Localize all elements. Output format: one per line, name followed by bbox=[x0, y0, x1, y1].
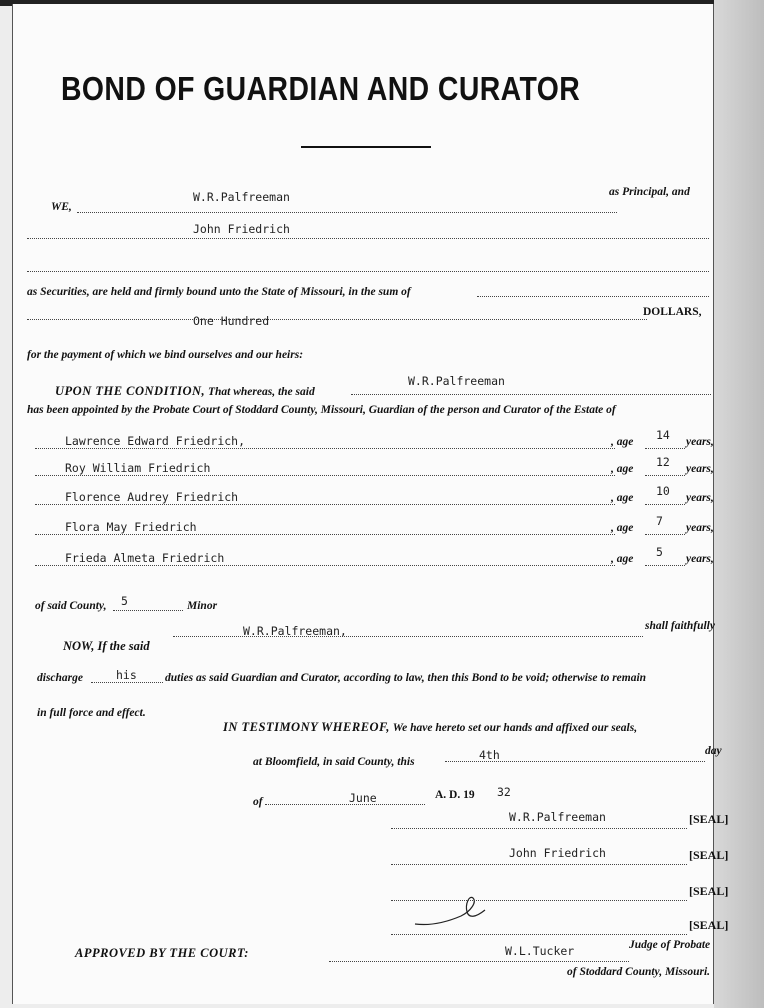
now-said-name: W.R.Palfreeman, bbox=[243, 624, 347, 638]
minor-name: Lawrence Edward Friedrich, bbox=[65, 434, 246, 448]
day-label: day bbox=[705, 745, 722, 757]
sum-amount: One Hundred bbox=[193, 314, 270, 328]
minor-name-line bbox=[35, 448, 615, 449]
approved-label: APPROVED BY THE COURT: bbox=[75, 946, 249, 960]
minor-age: 5 bbox=[656, 545, 663, 559]
discharge-label: discharge bbox=[37, 672, 83, 684]
as-principal-label: as Principal, and bbox=[609, 186, 690, 198]
testimony-caps: IN TESTIMONY WHEREOF, bbox=[223, 720, 390, 734]
years-label: years, bbox=[686, 553, 714, 565]
of-label: of bbox=[253, 796, 263, 808]
security-line-2 bbox=[27, 271, 709, 272]
appointed-label: has been appointed by the Probate Court of Stoddard County, Missouri, Guardian of the person and Curator of the Estate of bbox=[27, 404, 616, 416]
ad-label: A. D. 19 bbox=[435, 789, 475, 801]
minor-count-line bbox=[113, 610, 183, 611]
pronoun: his bbox=[116, 668, 137, 682]
of-said-county-label: of said County, bbox=[35, 600, 107, 612]
age-label: , age bbox=[611, 553, 634, 565]
upon-line bbox=[55, 384, 315, 399]
as-securities-label: as Securities, are held and firmly bound unto the State of Missouri, in the sum of bbox=[27, 286, 411, 298]
duties-label: duties as said Guardian and Curator, according to law, then this Bond to be void; otherwise to remain bbox=[165, 672, 647, 684]
years-label: years, bbox=[686, 522, 714, 534]
judge-label: Judge of Probate bbox=[629, 939, 711, 951]
years-label: years, bbox=[686, 436, 714, 448]
minor-name: Florence Audrey Friedrich bbox=[65, 490, 239, 504]
of-stoddard-label: of Stoddard County, Missouri. bbox=[567, 966, 711, 978]
years-label: years, bbox=[686, 492, 714, 504]
seal-label: [SEAL] bbox=[689, 918, 729, 932]
dollars-label: DOLLARS, bbox=[643, 306, 702, 318]
now-if-label: NOW, If the said bbox=[63, 639, 150, 653]
seal-label: [SEAL] bbox=[689, 848, 729, 862]
year-value: 32 bbox=[497, 785, 511, 799]
age-line bbox=[645, 534, 685, 535]
signature-line bbox=[391, 900, 687, 901]
title-rule bbox=[301, 146, 431, 148]
that-whereas-label: That whereas, the said bbox=[208, 386, 315, 398]
month-value: June bbox=[349, 791, 377, 805]
age-label: , age bbox=[611, 522, 634, 534]
sum-line-a bbox=[477, 296, 709, 297]
bond-document bbox=[12, 4, 729, 1004]
said-line bbox=[351, 394, 711, 395]
handwritten-signature-mark bbox=[413, 892, 493, 932]
minor-name-line bbox=[35, 475, 615, 476]
sum-line bbox=[27, 319, 647, 320]
minor-age: 14 bbox=[656, 428, 670, 442]
minor-name-line bbox=[35, 504, 615, 505]
age-label: , age bbox=[611, 436, 634, 448]
age-line bbox=[645, 504, 685, 505]
day-value: 4th bbox=[479, 748, 500, 762]
principal-name: W.R.Palfreeman bbox=[193, 190, 290, 204]
judge-name: W.L.Tucker bbox=[505, 944, 575, 958]
said-name: W.R.Palfreeman bbox=[408, 374, 505, 388]
security-name: John Friedrich bbox=[193, 222, 290, 236]
minor-name: Frieda Almeta Friedrich bbox=[65, 551, 225, 565]
full-force-label: in full force and effect. bbox=[37, 707, 146, 719]
signature-line bbox=[391, 828, 687, 829]
age-line bbox=[645, 448, 685, 449]
judge-line bbox=[329, 961, 629, 962]
minor-age: 12 bbox=[656, 455, 670, 469]
security-line bbox=[27, 238, 709, 239]
years-label: years, bbox=[686, 463, 714, 475]
upon-condition-label: UPON THE CONDITION, bbox=[55, 384, 206, 398]
age-line bbox=[645, 475, 685, 476]
minor-name-line bbox=[35, 565, 615, 566]
payment-label: for the payment of which we bind ourselves and our heirs: bbox=[27, 349, 304, 361]
principal-line bbox=[77, 212, 617, 213]
at-bloomfield-label: at Bloomfield, in said County, this bbox=[253, 756, 415, 768]
testimony-line bbox=[223, 720, 637, 735]
minor-label: Minor bbox=[187, 600, 218, 612]
minor-name: Roy William Friedrich bbox=[65, 461, 211, 475]
age-label: , age bbox=[611, 492, 634, 504]
minor-age: 10 bbox=[656, 484, 670, 498]
age-line bbox=[645, 565, 685, 566]
we-label: WE, bbox=[51, 201, 72, 213]
minor-count: 5 bbox=[121, 594, 128, 608]
document-title: BOND OF GUARDIAN AND CURATOR bbox=[61, 70, 581, 107]
minor-name-line bbox=[35, 534, 615, 535]
signature-name: John Friedrich bbox=[509, 846, 606, 860]
month-line bbox=[265, 804, 425, 805]
minor-name: Flora May Friedrich bbox=[65, 520, 197, 534]
seal-label: [SEAL] bbox=[689, 812, 729, 826]
seal-label: [SEAL] bbox=[689, 884, 729, 898]
pronoun-line bbox=[91, 682, 163, 683]
minor-age: 7 bbox=[656, 514, 663, 528]
testimony-rest: We have hereto set our hands and affixed our seals, bbox=[392, 722, 638, 734]
signature-line bbox=[391, 864, 687, 865]
age-label: , age bbox=[611, 463, 634, 475]
signature-line bbox=[391, 934, 687, 935]
signature-name: W.R.Palfreeman bbox=[509, 810, 606, 824]
shall-faithfully-label: shall faithfully bbox=[645, 620, 715, 632]
